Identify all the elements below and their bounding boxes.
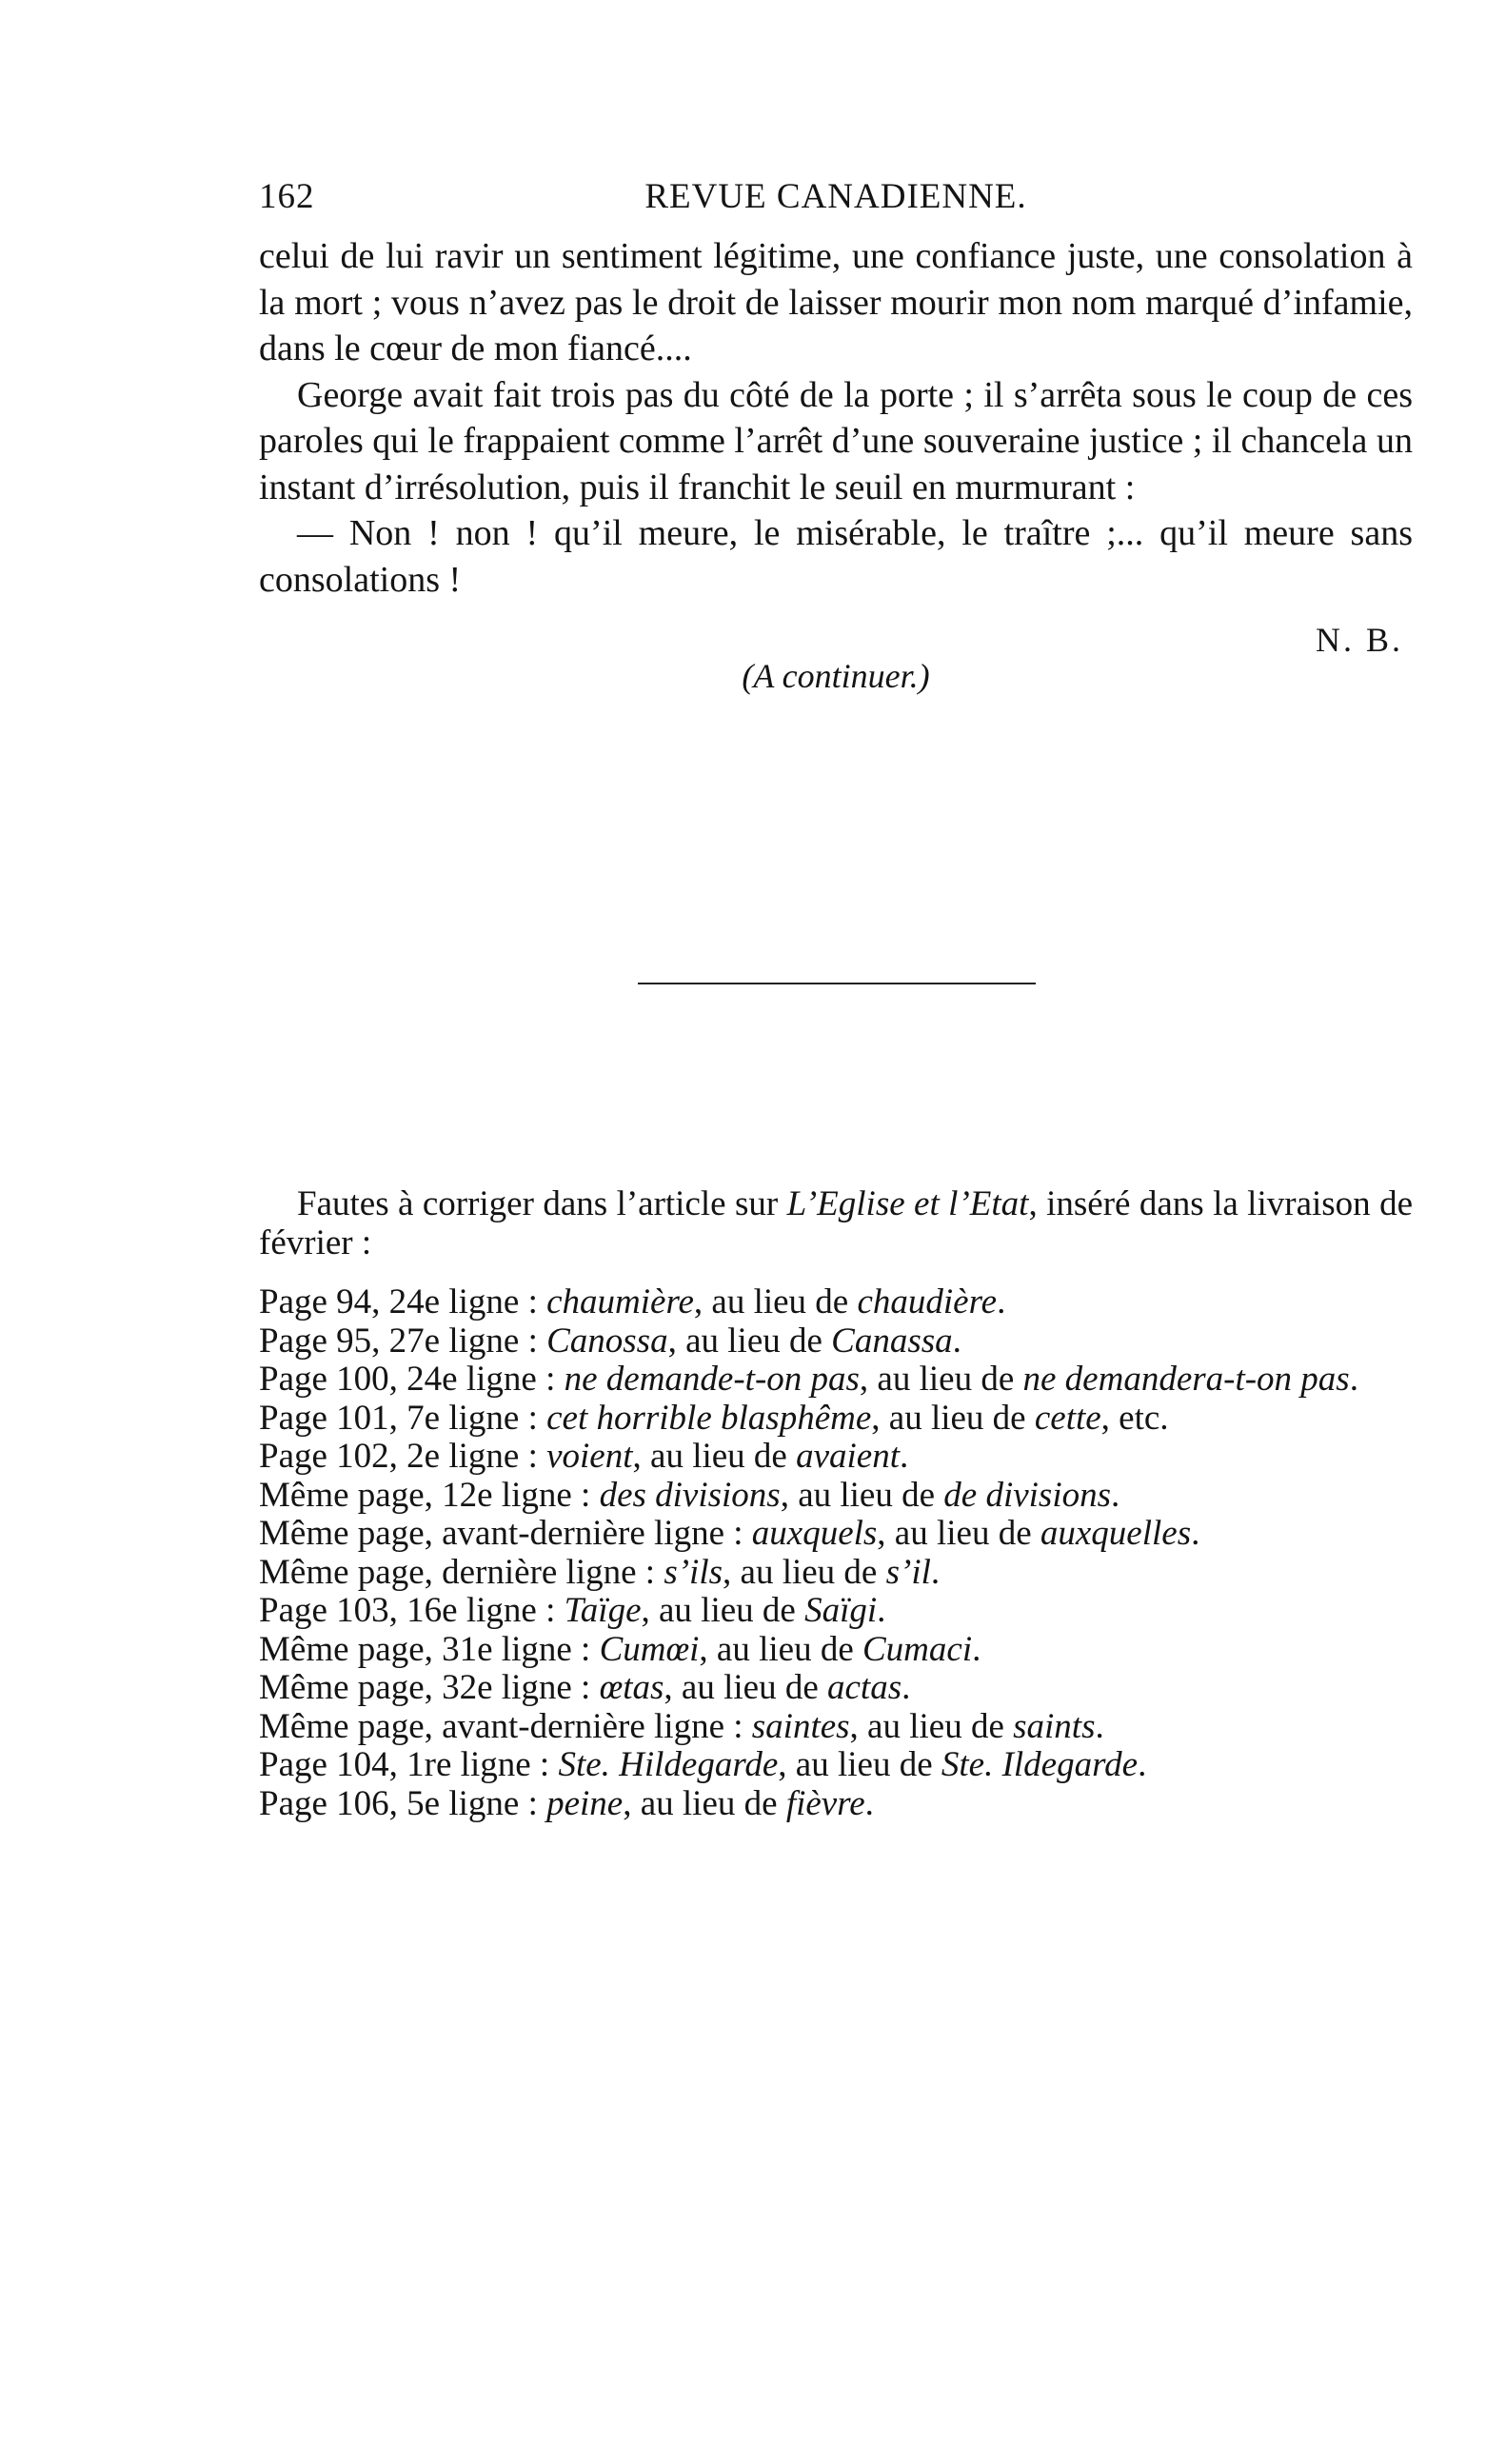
errata-location: Même page, avant-dernière ligne :: [259, 1706, 752, 1746]
errata-location: Même page, 12e ligne :: [259, 1475, 600, 1515]
errata-entry-end: .: [952, 1321, 961, 1361]
errata-entry: [259, 1669, 1413, 1708]
errata-intro-suffix: , inséré dans la livraison de février :: [259, 1184, 1413, 1262]
story-text: [259, 233, 1413, 603]
errata-separator: , au lieu de: [667, 1321, 832, 1361]
errata-entry-end: .: [972, 1629, 981, 1669]
errata-separator: , au lieu de: [664, 1668, 827, 1707]
errata-entry-end: .: [1138, 1745, 1147, 1784]
errata-separator: , au lieu de: [859, 1360, 1023, 1399]
errata-entry-end: , etc.: [1100, 1398, 1169, 1438]
errata-location: Page 95, 27e ligne :: [259, 1321, 547, 1361]
errata-correct-word: Ste. Hildegarde: [558, 1745, 779, 1784]
errata-location: Même page, avant-dernière ligne :: [259, 1514, 752, 1553]
errata-section: [259, 1185, 1413, 1823]
errata-separator: , au lieu de: [632, 1437, 797, 1476]
page-number: 162: [259, 177, 315, 216]
errata-entry: [259, 1785, 1413, 1824]
errata-correct-word: s’ils: [664, 1552, 723, 1592]
errata-entry: [259, 1631, 1413, 1670]
errata-correct-word: peine: [546, 1783, 624, 1823]
errata-separator: , au lieu de: [871, 1398, 1035, 1438]
errata-wrong-word: cette: [1034, 1398, 1101, 1438]
errata-correct-word: œtas: [599, 1668, 664, 1707]
errata-correct-word: chaumière: [546, 1282, 694, 1321]
errata-location: Même page, dernière ligne :: [259, 1552, 664, 1592]
errata-entry-end: .: [902, 1668, 911, 1707]
story-paragraph: — Non ! non ! qu’il meure, le misérable, le traître ;... qu’il meure sans consolations !: [259, 513, 1413, 600]
errata-entry-end: .: [997, 1282, 1006, 1321]
errata-wrong-word: de divisions: [943, 1475, 1112, 1515]
errata-intro: [259, 1185, 1413, 1262]
errata-wrong-word: s’il: [885, 1552, 931, 1592]
errata-wrong-word: chaudière: [857, 1282, 998, 1321]
story-paragraph: George avait fait trois pas du côté de la porte ; il s’arrêta sous le coup de ces paroles qui le frappaient comme l’arrêt d’une souveraine justice ; il chancela un instant d’irrésolution, puis il franchit le seuil en murmurant :: [259, 374, 1413, 507]
errata-separator: , au lieu de: [723, 1552, 886, 1592]
errata-correct-word: saintes: [751, 1706, 850, 1746]
errata-entry-end: .: [930, 1552, 941, 1592]
errata-entry-end: .: [1111, 1475, 1120, 1515]
errata-separator: , au lieu de: [693, 1282, 858, 1321]
errata-entry: [259, 1554, 1413, 1593]
errata-entry: [259, 1438, 1413, 1477]
errata-separator: , au lieu de: [877, 1514, 1040, 1553]
errata-entry: [259, 1592, 1413, 1631]
errata-wrong-word: Canassa: [831, 1321, 953, 1361]
errata-entry: [259, 1515, 1413, 1554]
errata-separator: , au lieu de: [699, 1629, 862, 1669]
errata-location: Même page, 32e ligne :: [259, 1668, 600, 1707]
errata-separator: , au lieu de: [849, 1706, 1014, 1746]
errata-entry: [259, 1477, 1413, 1516]
journal-title: REVUE CANADIENNE.: [644, 177, 1027, 216]
errata-correct-word: auxquels: [751, 1514, 878, 1553]
errata-entry-end: .: [900, 1437, 909, 1476]
errata-entry-end: .: [1349, 1360, 1358, 1399]
errata-wrong-word: Cumaci: [862, 1629, 973, 1669]
errata-separator: , au lieu de: [641, 1591, 805, 1630]
section-divider: [638, 983, 1036, 984]
errata-entry-end: .: [864, 1783, 874, 1823]
errata-wrong-word: ne demandera-t-on pas: [1022, 1360, 1350, 1399]
errata-correct-word: voient: [546, 1437, 633, 1476]
errata-location: Même page, 31e ligne :: [259, 1629, 600, 1669]
errata-entry: [259, 1283, 1413, 1322]
errata-entry-end: .: [1191, 1514, 1200, 1553]
errata-location: Page 104, 1re ligne :: [259, 1745, 559, 1784]
errata-wrong-word: Ste. Ildegarde: [941, 1745, 1139, 1784]
errata-entry: [259, 1708, 1413, 1747]
errata-entry: [259, 1361, 1413, 1400]
errata-list: [259, 1283, 1413, 1823]
errata-location: Page 102, 2e ligne :: [259, 1437, 547, 1476]
errata-correct-word: Taïge: [564, 1591, 642, 1630]
errata-separator: , au lieu de: [778, 1745, 941, 1784]
errata-wrong-word: Saïgi: [804, 1591, 878, 1630]
errata-entry-end: .: [1095, 1706, 1104, 1746]
errata-correct-word: Cumœi: [599, 1629, 700, 1669]
errata-correct-word: Canossa: [546, 1321, 668, 1361]
errata-article-title: L’Eglise et l’Etat: [786, 1184, 1029, 1223]
story-paragraph: celui de lui ravir un sentiment légitime, une confiance juste, une consolation à la mort ; vous n’avez pas le droit de laisser mourir mon nom marqué d’infamie, dans le cœur de mon fiancé....: [259, 236, 1413, 368]
errata-correct-word: cet horrible blasphême: [546, 1398, 872, 1438]
errata-entry: [259, 1322, 1413, 1361]
errata-wrong-word: auxquelles: [1040, 1514, 1192, 1553]
errata-location: Page 94, 24e ligne :: [259, 1282, 547, 1321]
errata-wrong-word: avaient: [796, 1437, 900, 1476]
page: [259, 176, 1413, 725]
errata-location: Page 106, 5e ligne :: [259, 1783, 547, 1823]
errata-entry-end: .: [877, 1591, 886, 1630]
errata-correct-word: des divisions: [599, 1475, 781, 1515]
errata-location: Page 103, 16e ligne :: [259, 1591, 565, 1630]
errata-location: Page 101, 7e ligne :: [259, 1398, 547, 1438]
errata-separator: , au lieu de: [780, 1475, 944, 1515]
errata-correct-word: ne demande-t-on pas: [564, 1360, 860, 1399]
errata-wrong-word: saints: [1013, 1706, 1096, 1746]
errata-wrong-word: fièvre: [785, 1783, 865, 1823]
running-head: [259, 176, 1413, 233]
errata-wrong-word: actas: [827, 1668, 902, 1707]
continuation-note: (A continuer.): [742, 657, 930, 695]
author-signature: N. B.: [1315, 621, 1403, 659]
errata-entry: [259, 1400, 1413, 1439]
signature-block: [259, 620, 1413, 725]
errata-location: Page 100, 24e ligne :: [259, 1360, 565, 1399]
errata-separator: , au lieu de: [623, 1783, 786, 1823]
errata-intro-prefix: Fautes à corriger dans l’article sur: [297, 1184, 787, 1223]
errata-entry: [259, 1746, 1413, 1785]
